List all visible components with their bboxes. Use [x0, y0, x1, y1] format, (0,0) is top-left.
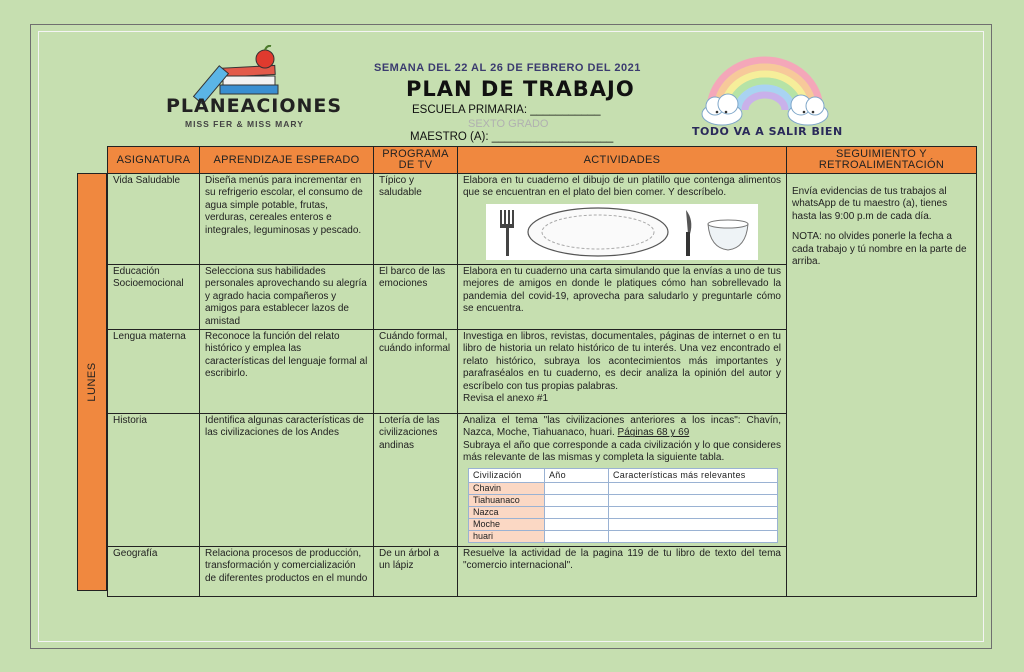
school-field: ESCUELA PRIMARIA: ___________ [412, 104, 601, 116]
tv-cell: El barco de las emociones [374, 265, 458, 330]
plate-cutlery-image [486, 204, 758, 260]
activity-cell [458, 330, 787, 414]
tv-cell: Típico y saludable [374, 174, 458, 265]
civilizations-table [468, 468, 778, 543]
subject-cell: Vida Saludable [108, 174, 200, 265]
activity-cell [458, 414, 787, 547]
column-followup: SEGUIMIENTO Y RETROALIMENTACIÓN [787, 147, 977, 174]
civ-header-civilization: Civilización [469, 468, 545, 482]
subject-cell: Historia [108, 414, 200, 547]
subject-cell: Lengua materna [108, 330, 200, 414]
learning-cell: Reconoce la función del relato histórico y emplea las características del lenguaje formal al escribirlo. [200, 330, 374, 414]
civ-name: huari [469, 530, 545, 542]
plan-table [107, 146, 977, 597]
column-learning: APRENDIZAJE ESPERADO [200, 147, 374, 174]
day-bar [77, 173, 107, 591]
teacher-field: MAESTRO (A): ___________________ [410, 131, 614, 143]
civ-name: Chavin [469, 482, 545, 494]
followup-text: Envía evidencias de tus trabajos al whatsApp de tu maestro (a), tienes hasta las 9:00 p.m de cada día. [792, 186, 948, 222]
civ-year [545, 530, 609, 542]
civ-year [545, 494, 609, 506]
activity-text: Investiga en libros, revistas, documentales, páginas de internet o en tu libro de historia un relato histórico de tu interés. Una vez encontrado el relato histórico, subraya los acontecimientos más importantes y parafraséalos en tu cuaderno, es decir analiza la opinión del autor y escríbelo con tus propias palabras. [463, 331, 781, 392]
annex-reference: Revisa el anexo #1 [463, 393, 549, 405]
activity-cell: Elabora en tu cuaderno una carta simulando que la envías a uno de tus mejores de amigos en donde le platiques cómo han sobrellevado la pandemia del covid-19, aprovecha para saludarlo y preguntarle cómo se encuentra. [458, 265, 787, 330]
tv-cell: Lotería de las civilizaciones andinas [374, 414, 458, 547]
learning-cell: Selecciona sus habilidades personales aprovechando su alegría y agrado hacia compañeros y amigos para establecer lazos de amistad [200, 265, 374, 330]
civ-header-features: Características más relevantes [609, 468, 778, 482]
activity-text-2: Subraya el año que corresponde a cada civilización y lo que consideres más relevante de las mismas y completa la siguiente tabla. [463, 439, 781, 464]
civ-features [609, 518, 778, 530]
civ-name: Tiahuanaco [469, 494, 545, 506]
learning-cell: Diseña menús para incrementar en su refrigerio escolar, el consumo de agua simple potable, frutas, verduras, cereales enteros e integrales, leguminosas y pescado. [200, 174, 374, 265]
rainbow-clouds-icon [690, 48, 840, 133]
tv-cell: Cuándo formal, cuándo informal [374, 330, 458, 414]
civ-year [545, 482, 609, 494]
learning-cell: Identifica algunas características de las civilizaciones de los Andes [200, 414, 374, 547]
week-label: SEMANA DEL 22 AL 26 DE FEBRERO DEL 2021 [374, 62, 641, 74]
civ-year [545, 518, 609, 530]
subject-cell: Geografía [108, 547, 200, 597]
plate-icon [528, 208, 668, 256]
civ-features [609, 506, 778, 518]
civ-header-year: Año [545, 468, 609, 482]
books-apple-logo [165, 45, 345, 130]
page-title: PLAN DE TRABAJO [406, 77, 635, 101]
grade-label: SEXTO GRADO [468, 118, 549, 130]
pages-reference: Páginas 68 y 69 [617, 427, 690, 439]
civ-name: Moche [469, 518, 545, 530]
logo-title: PLANEACIONES [166, 95, 343, 117]
column-tv: PROGRAMA DE TV [374, 147, 458, 174]
learning-cell: Relaciona procesos de producción, transformación y comercialización de diferentes productos en el mundo [200, 547, 374, 597]
civ-year [545, 506, 609, 518]
civ-features [609, 530, 778, 542]
subject-cell: Educación Socioemocional [108, 265, 200, 330]
followup-note: NOTA: no olvides ponerle la fecha a cada trabajo y tú nombre en la parte de arriba. [792, 231, 967, 268]
apple-icon [256, 46, 274, 68]
logo-subtitle: MISS FER & MISS MARY [185, 119, 304, 129]
followup-cell [787, 174, 977, 597]
activity-cell: Resuelve la actividad de la pagina 119 de tu libro de texto del tema "comercio internacional". [458, 547, 787, 597]
tv-cell: De un árbol a un lápiz [374, 547, 458, 597]
table-row [108, 174, 977, 265]
activity-text: Elabora en tu cuaderno el dibujo de un platillo que contenga alimentos que se encuentran en el plato del bien comer. Y descríbelo. [463, 175, 781, 199]
column-activities: ACTIVIDADES [458, 147, 787, 174]
column-subject: ASIGNATURA [108, 147, 200, 174]
civ-name: Nazca [469, 506, 545, 518]
activity-text [463, 415, 781, 440]
slogan-label: TODO VA A SALIR BIEN [692, 125, 843, 138]
day-label: LUNES [86, 362, 98, 402]
activity-text-part: Analiza el tema "las civilizaciones anteriores a los incas": Chavín, Nazca, Moche, Tiahuanaco, huari. [463, 415, 781, 439]
civ-features [609, 494, 778, 506]
civ-features [609, 482, 778, 494]
activity-cell [458, 174, 787, 265]
